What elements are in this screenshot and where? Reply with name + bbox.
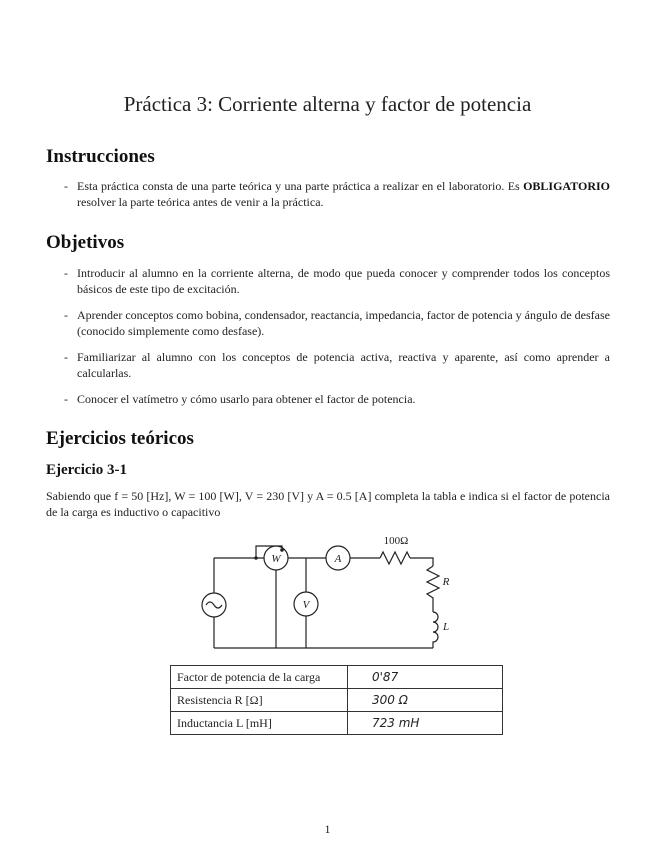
objetivos-list — [64, 265, 610, 407]
list-item — [64, 178, 610, 210]
resistor-100-zigzag — [380, 552, 410, 564]
exercise-statement: Sabiendo que f = 50 [Hz], W = 100 [W], V = 230 [V] y A = 0.5 [A] completa la tabla e indica si el factor de potencia de la carga es inductivo o capacitivo — [46, 489, 610, 519]
section-heading-objetivos: Objetivos — [46, 232, 125, 253]
document-title: Práctica 3: Corriente alterna y factor de potencia — [123, 92, 532, 116]
table-row — [171, 666, 503, 689]
instruction-text-b: resolver la parte teórica antes de venir a la práctica. — [77, 195, 324, 209]
bullet-dash: - — [64, 350, 68, 364]
table-cell-label: Resistencia R [Ω] — [171, 689, 348, 712]
page-number: 1 — [324, 822, 331, 836]
resistor-100-label: 100Ω — [383, 535, 409, 547]
objetivo-text: Conocer el vatímetro y cómo usarlo para obtener el factor de potencia. — [77, 392, 416, 406]
objetivo-text: Familiarizar al alumno con los conceptos de potencia activa, reactiva y aparente, así como aprender a calcularlas. — [77, 350, 610, 380]
section-heading-instrucciones: Instrucciones — [46, 146, 155, 167]
table-row — [171, 689, 503, 712]
objetivo-text: Aprender conceptos como bobina, condensador, reactancia, impedancia, factor de potencia y ángulo de desfase (conocido simplemente como desfase). — [77, 308, 610, 338]
inductor-label: L — [442, 621, 450, 633]
list-item — [64, 391, 610, 407]
table-cell-answer[interactable]: 723 mH — [348, 712, 503, 735]
bullet-dash: - — [64, 266, 68, 280]
ammeter-label: A — [334, 553, 342, 565]
section-heading-ejercicios: Ejercicios teóricos — [46, 428, 194, 449]
table-cell-label: Factor de potencia de la carga — [171, 666, 348, 689]
voltmeter-label: V — [302, 599, 310, 611]
table-row — [171, 712, 503, 735]
list-item — [64, 307, 610, 339]
wire-to-load — [410, 558, 433, 566]
bullet-dash: - — [64, 179, 68, 193]
bullet-dash: - — [64, 392, 68, 406]
inductor-coil — [433, 612, 438, 648]
list-item — [64, 265, 610, 297]
instruction-text-a: Esta práctica consta de una parte teórica y una parte práctica a realizar en el laboratorio. Es — [77, 179, 524, 193]
wattmeter-label: W — [271, 553, 281, 565]
bullet-dash: - — [64, 308, 68, 322]
table-cell-answer[interactable]: 0'87 — [348, 666, 503, 689]
results-table — [170, 665, 503, 735]
table-cell-label: Inductancia L [mH] — [171, 712, 348, 735]
exercise-heading: Ejercicio 3-1 — [46, 462, 127, 478]
objetivo-text: Introducir al alumno en la corriente alterna, de modo que pueda conocer y comprender todos los conceptos básicos de este tipo de excitación. — [77, 266, 610, 296]
circuit-diagram — [190, 528, 460, 656]
table-cell-answer[interactable]: 300 Ω — [348, 689, 503, 712]
junction-dot — [254, 556, 258, 560]
resistor-r-zigzag — [427, 566, 439, 612]
instrucciones-list — [64, 178, 610, 210]
list-item — [64, 349, 610, 381]
junction-dot — [280, 548, 284, 552]
resistor-r-label: R — [442, 576, 450, 588]
instruction-bold: OBLIGATORIO — [523, 179, 610, 193]
